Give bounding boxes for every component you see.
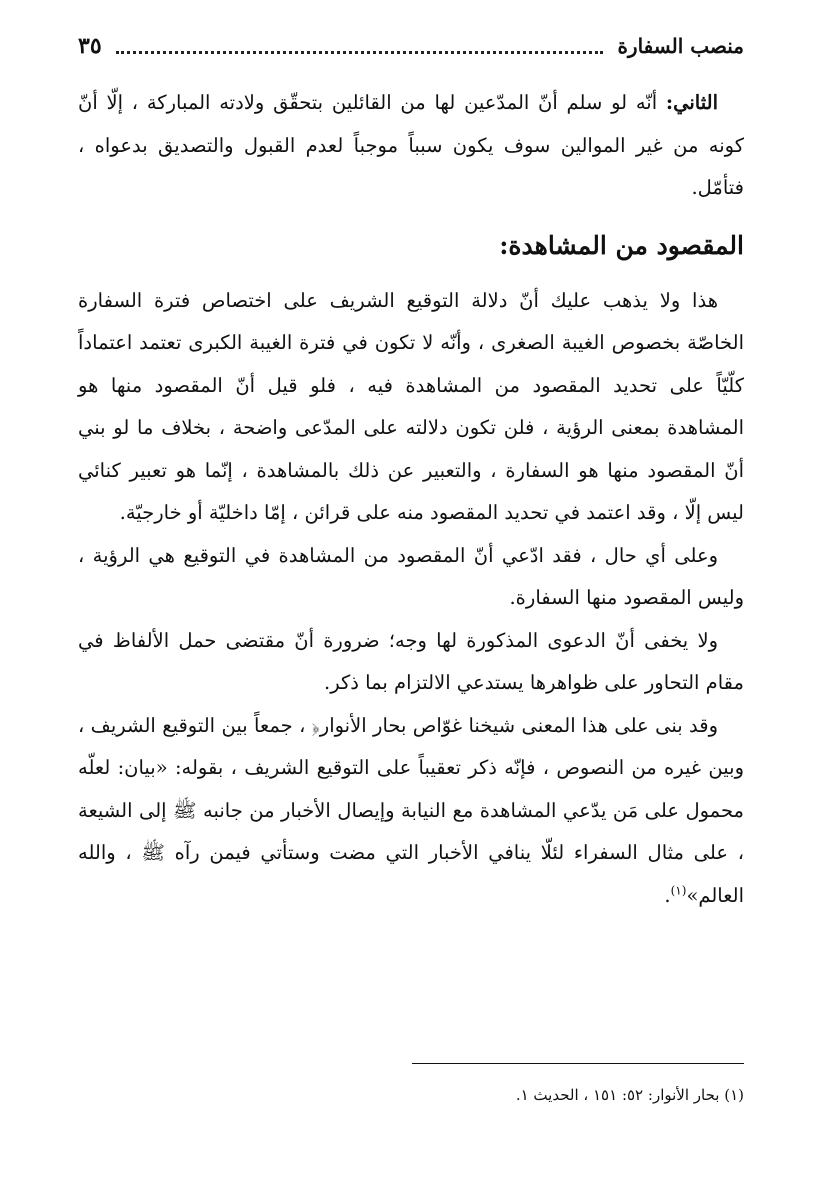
page-header (78, 28, 744, 64)
page-number: ٣٥ (78, 33, 102, 59)
paragraph-second-point (78, 82, 744, 210)
dotted-leader (116, 51, 604, 54)
paragraph-end: . (664, 883, 671, 907)
footnote: (١) بحار الأنوار: ٥٢: ١٥١ ، الحديث ١. (515, 1086, 744, 1104)
paragraph-text: وقد بنى على هذا المعنى شيخنا غوّاص بحار الأنوار﴿ ، جمعاً بين التوقيع الشريف ، وبين غيره من النصوص ، فإنّه ذكر تعقيباً على التوقيع الشريف ، بقوله: «بيان: لعلّه محمول على مَن يدّعي المشاهدة مع النيابة وإيصال الأخبار من جانبه ﷺ إلى الشيعة ، على مثال السفراء لئلّا ينافي الأخبار التي مضت وستأتي فيمن رآه ﷺ ، والله العالم» (78, 713, 744, 907)
footnote-separator (412, 1063, 744, 1064)
paragraph-quote (78, 705, 744, 918)
paragraph-label: الثاني: (665, 91, 718, 114)
footnote-reference[interactable]: (١) (670, 883, 687, 897)
paragraph: وعلى أي حال ، فقد ادّعي أنّ المقصود من المشاهدة في التوقيع هي الرؤية ، وليس المقصود منها السفارة. (78, 543, 744, 609)
running-title: منصب السفارة (617, 34, 744, 58)
section-heading: المقصود من المشاهدة: (499, 230, 744, 260)
paragraph: هذا ولا يذهب عليك أنّ دلالة التوقيع الشريف على اختصاص فترة السفارة الخاصّة بخصوص الغيبة الصغرى ، وأنّه لا تكون في فترة الغيبة الكبرى تعتمد اعتماداً كلّيّاً على تحديد المقصود من المشاهدة فيه ، فلو قيل أنّ المقصود منها هو المشاهدة بمعنى الرؤية ، فلن تكون دلالته على المدّعى واضحة ، بخلاف ما لو بني أنّ المقصود منها هو السفارة ، والتعبير عن ذلك بالمشاهدة ، إنّما هو تعبير كنائي ليس إلّا ، وقد اعتمد في تحديد المقصود منه على قرائن ، إمّا داخليّة أو خارجيّة. (78, 288, 744, 524)
paragraph: ولا يخفى أنّ الدعوى المذكورة لها وجه؛ ضرورة أنّ مقتضى حمل الألفاظ في مقام التحاور على ظواهرها يستدعي الالتزام بما ذكر. (78, 628, 744, 694)
paragraph-text: أنّه لو سلم أنّ المدّعين لها من القائلين بتحقّق ولادته المباركة ، إلّا أنّ كونه من غير الموالين سوف يكون سبباً موجباً لعدم القبول والتصديق بدعواه ، فتأمّل. (78, 91, 744, 199)
page-body (78, 82, 744, 917)
